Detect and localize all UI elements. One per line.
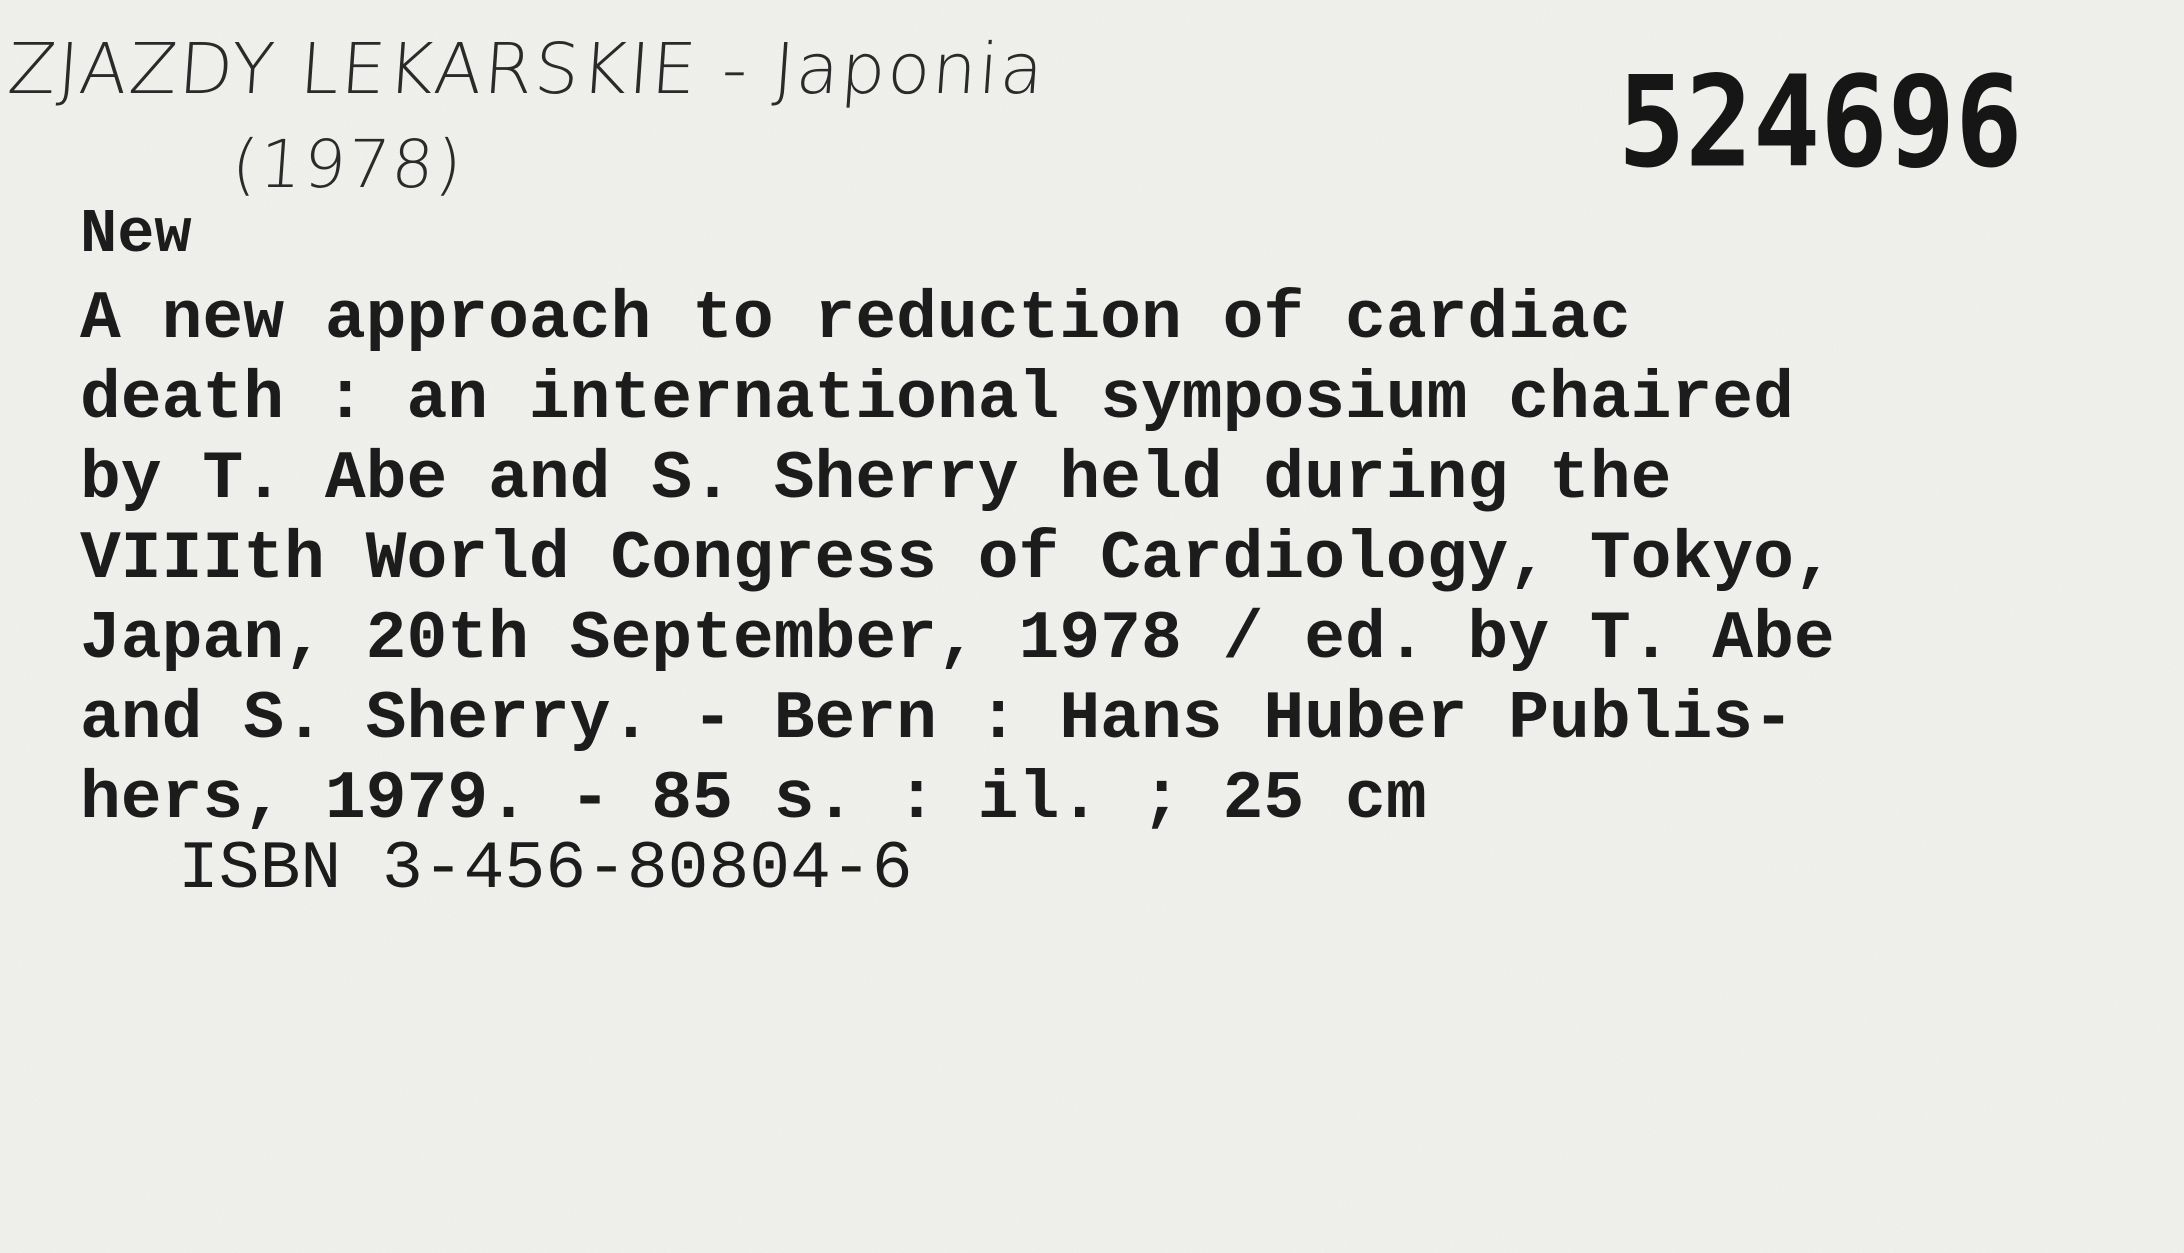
subject-heading-year: (1978) — [229, 126, 467, 203]
description-line: by T. Abe and S. Sherry held during the — [80, 441, 1672, 518]
subject-heading: ZJAZDY LEKARSKIE - Japonia — [5, 28, 1049, 110]
description-line: A new approach to reduction of cardiac — [80, 281, 1631, 358]
description-line: Japan, 20th September, 1978 / ed. by T. Abe — [80, 601, 1835, 678]
isbn: ISBN 3-456-80804-6 — [178, 831, 913, 908]
description-line: hers, 1979. - 85 s. : il. ; 25 cm — [80, 761, 1427, 838]
bibliographic-description — [80, 280, 1835, 840]
description-line: VIIIth World Congress of Cardiology, Tokyo, — [80, 521, 1835, 598]
description-line: death : an international symposium chaired — [80, 361, 1794, 438]
accession-number: 524696 — [1618, 49, 2023, 196]
filing-word: New — [80, 199, 192, 270]
description-line: and S. Sherry. - Bern : Hans Huber Publis- — [80, 681, 1794, 758]
